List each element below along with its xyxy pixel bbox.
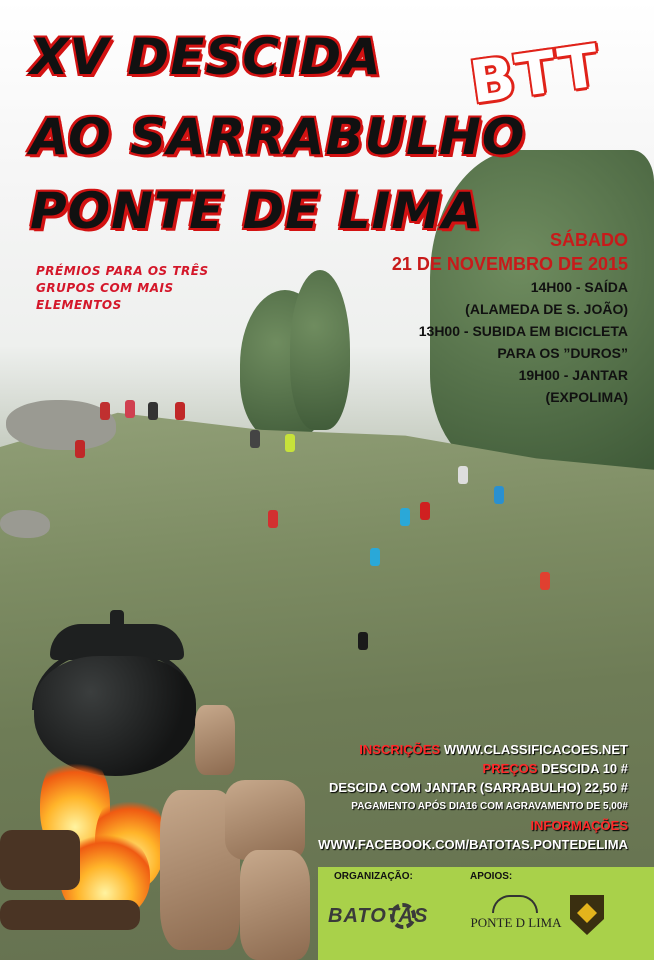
bridge-icon — [492, 895, 538, 913]
ponte-de-lima-logo — [470, 891, 562, 941]
rider — [458, 466, 468, 484]
tree-center — [290, 270, 350, 430]
precos-row — [318, 759, 628, 778]
organizacao-label: ORGANIZAÇÃO: — [334, 871, 413, 882]
btt-badge: BTT — [465, 31, 605, 117]
event-day: SÁBADO — [549, 230, 628, 250]
batotas-logo-text: BATOTAS — [328, 905, 429, 927]
title-line-2: AO SARRABULHO — [30, 108, 526, 166]
rider — [125, 400, 135, 418]
prizes-line: PRÉMIOS PARA OS TRÊS — [36, 264, 209, 278]
inscricoes-row — [318, 740, 628, 759]
inscricoes-label: INSCRIÇÕES — [359, 742, 441, 757]
precos-label: PREÇOS — [482, 761, 538, 776]
batotas-logo — [328, 895, 458, 943]
schedule-line: 19H00 - JANTAR — [518, 367, 628, 383]
rider — [75, 440, 85, 458]
schedule-line: (EXPOLIMA) — [545, 389, 628, 405]
sponsor-bar — [318, 867, 654, 960]
rider — [100, 402, 110, 420]
rider — [540, 572, 550, 590]
title-line-3: PONTE DE LIMA — [30, 182, 482, 240]
precos-line-2: DESCIDA COM JANTAR (SARRABULHO) 22,50 # — [328, 780, 628, 795]
rider — [420, 502, 430, 520]
fire-stone — [240, 850, 310, 960]
apoios-label: APOIOS: — [470, 871, 513, 882]
schedule-line: PARA OS ”DUROS” — [497, 345, 628, 361]
prizes-line: GRUPOS COM MAIS — [36, 281, 174, 295]
pagamento-note: PAGAMENTO APÓS DIA16 COM AGRAVAMENTO DE 5,00# — [351, 801, 628, 812]
event-date: 21 DE NOVEMBRO DE 2015 — [391, 254, 628, 274]
inscricoes-link[interactable]: WWW.CLASSIFICACOES.NET — [443, 742, 628, 757]
ponte-logo-text: PONTE D LIMA — [470, 915, 562, 930]
firewood-log — [0, 830, 80, 890]
rider — [175, 402, 185, 420]
schedule-line: 13H00 - SUBIDA EM BICICLETA — [418, 323, 628, 339]
schedule-line: 14H00 - SAÍDA — [530, 279, 628, 295]
schedule-line: (ALAMEDA DE S. JOÃO) — [465, 301, 628, 317]
rider — [285, 434, 295, 452]
rider — [268, 510, 278, 528]
facebook-link[interactable]: WWW.FACEBOOK.COM/BATOTAS.PONTEDELIMA — [318, 837, 628, 852]
rider — [494, 486, 504, 504]
schedule — [392, 228, 628, 408]
precos-value: DESCIDA 10 # — [541, 761, 628, 776]
rider — [358, 632, 368, 650]
fire-stone — [225, 780, 305, 860]
rider — [400, 508, 410, 526]
prizes-note — [36, 263, 256, 314]
rock-small — [0, 510, 50, 538]
rider — [250, 430, 260, 448]
fire-stone — [195, 705, 235, 775]
event-info — [318, 740, 628, 854]
title-line-1: XV DESCIDA — [30, 28, 382, 86]
informacoes-label: INFORMAÇÕES — [530, 818, 628, 833]
rider — [370, 548, 380, 566]
rider — [148, 402, 158, 420]
gear-icon — [390, 903, 416, 929]
firewood-log — [0, 900, 140, 930]
prizes-line: ELEMENTOS — [36, 298, 122, 312]
